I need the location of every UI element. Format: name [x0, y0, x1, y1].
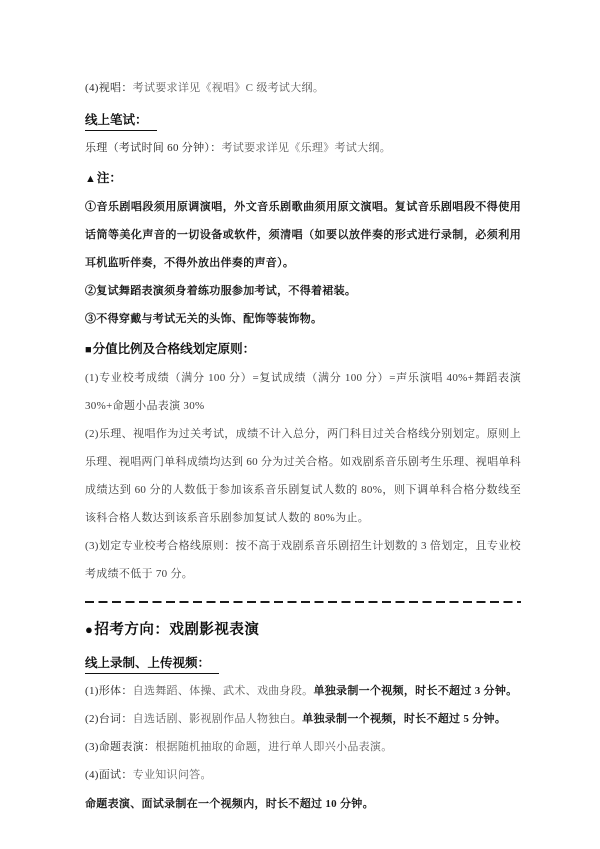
music-theory-line: [85, 134, 521, 162]
upload-heading-text: 线上录制、上传视频：: [85, 653, 219, 674]
score-heading: [85, 335, 521, 364]
triangle-bullet-icon: ▲: [85, 173, 96, 185]
circle-bullet-icon: ●: [85, 622, 94, 637]
note-item-1: ①音乐剧唱段须用原调演唱，外文音乐剧歌曲须用原文演唱。复试音乐剧唱段不得使用话筒等美化声音的一切设备或软件，须清唱（如要以放伴奏的形式进行录制，必须利用耳机监听伴奏，不得外放出伴奏的声音）。: [85, 201, 521, 269]
section-divider: [85, 601, 521, 603]
score-rule-3: (3)划定专业校考合格线原则：按不高于戏剧系音乐剧招生计划数的 3 倍划定，且专业校考成绩不低于 70 分。: [85, 540, 521, 580]
video-item-interview: [85, 761, 521, 789]
video-item-lines: [85, 705, 521, 733]
score-heading-text: 分值比例及合格线划定原则：: [92, 342, 256, 356]
direction-heading-text: 招考方向：戏剧影视表演: [94, 622, 260, 638]
note-heading-text: 注：: [96, 171, 122, 185]
final-note: 命题表演、面试录制在一个视频内，时长不超过 10 分钟。: [85, 798, 374, 810]
sight-singing-line: [85, 74, 521, 102]
video-item-text: 根据随机抽取的命题，进行单人即兴小品表演。: [155, 741, 393, 753]
video-item-text: 专业知识问答。: [132, 769, 212, 781]
sight-singing-label: (4)视唱：: [85, 82, 133, 94]
direction-heading: [85, 615, 521, 645]
video-item-label: (1)形体：: [85, 685, 133, 697]
video-item-improv: [85, 733, 521, 761]
video-item-label: (2)台词：: [85, 713, 133, 725]
online-written-heading: [85, 106, 521, 134]
music-theory-label: 乐理（考试时间 60 分钟）：: [85, 142, 222, 154]
note-heading: [85, 164, 521, 193]
document-content: [85, 74, 521, 818]
music-theory-text: 考试要求详见《乐理》考试大纲。: [221, 142, 391, 154]
score-rule-2: (2)乐理、视唱作为过关考试，成绩不计入总分，两门科目过关合格线分别划定。原则上乐理、视唱两门单科成绩均达到 60 分为过关合格。如戏剧系音乐剧考生乐理、视唱单科成绩达到 60 分的人数低于参加该系音乐剧复试人数的 80%，则下调单科合格分数线至该科合格人数达到该系音乐剧参加复试人数的 80%为止。: [85, 428, 521, 524]
video-item-text: 自选舞蹈、体操、武术、戏曲身段。: [132, 685, 314, 697]
video-item-requirement: 单独录制一个视频，时长不超过 5 分钟。: [302, 713, 507, 725]
note-item-2: ②复试舞蹈表演须身着练功服参加考试，不得着裙装。: [85, 285, 357, 297]
video-item-body: [85, 677, 521, 705]
score-rule-1: (1)专业校考成绩（满分 100 分）=复试成绩（满分 100 分）=声乐演唱 40%+舞蹈表演 30%+命题小品表演 30%: [85, 372, 521, 412]
note-item-3: ③不得穿戴与考试无关的头饰、配饰等装饰物。: [85, 313, 323, 325]
video-item-text: 自选话剧、影视剧作品人物独白。: [132, 713, 303, 725]
online-written-heading-text: 线上笔试：: [85, 110, 157, 131]
upload-heading: [85, 649, 521, 677]
video-item-label: (4)面试：: [85, 769, 133, 781]
video-item-label: (3)命题表演：: [85, 741, 156, 753]
sight-singing-text: 考试要求详见《视唱》C 级考试大纲。: [132, 82, 325, 94]
video-item-requirement: 单独录制一个视频，时长不超过 3 分钟。: [313, 685, 518, 697]
square-bullet-icon: ■: [85, 344, 92, 356]
